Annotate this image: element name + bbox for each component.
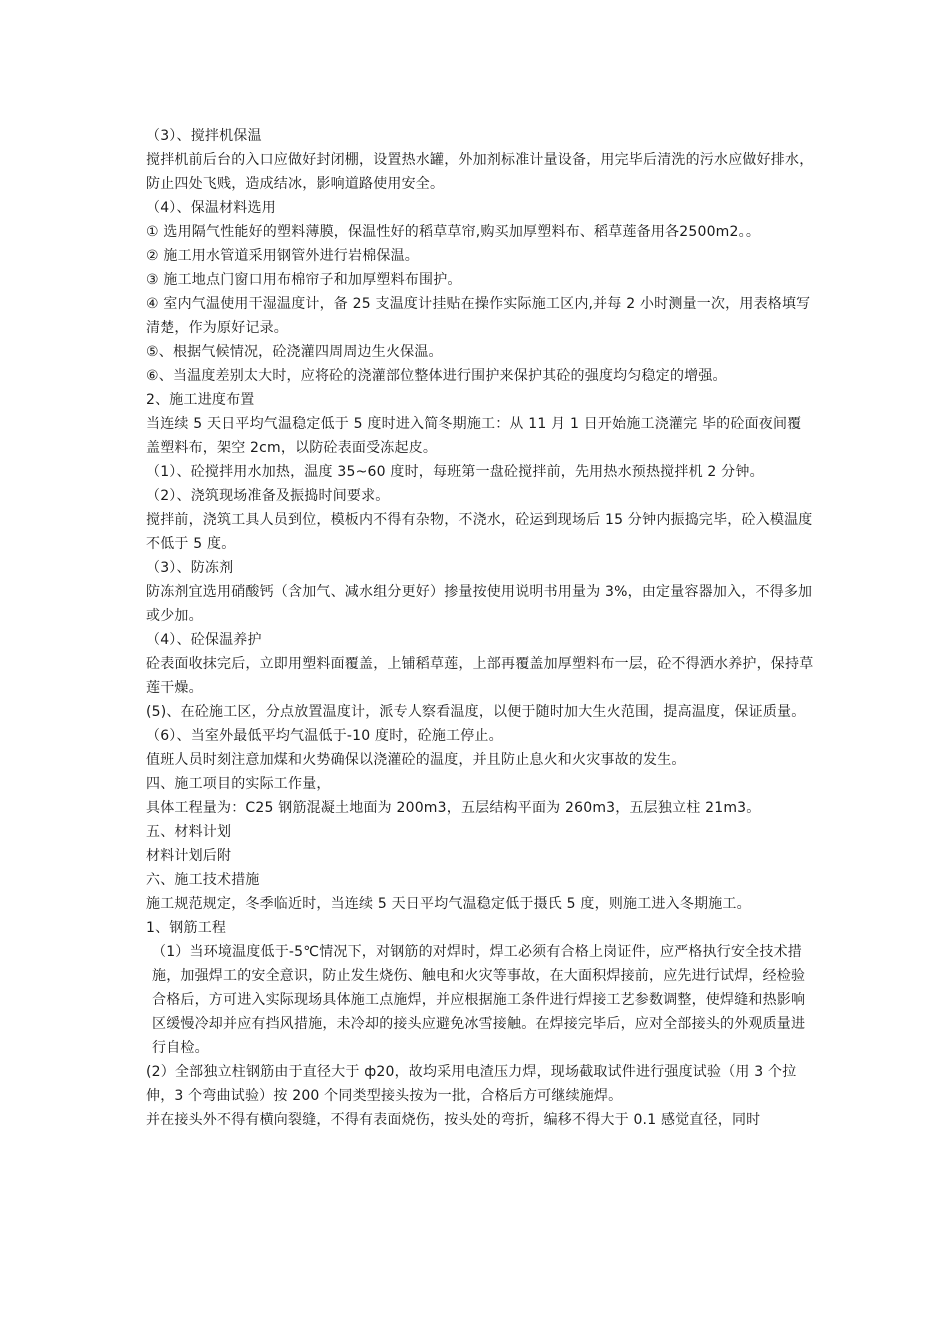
- paragraph-winter-start: 当连续 5 天日平均气温稳定低于 5 度时进入简冬期施工：从 11 月 1 日开始施工浇灌完 毕的砼面夜间覆盖塑料布，架空 2cm，以防砼表面受冻起皮。: [146, 416, 802, 456]
- document-body: [146, 124, 814, 1132]
- paragraph-stop-work: （6）、当室外最低平均气温低于-10 度时，砼施工停止。: [146, 728, 503, 744]
- heading-workload: 四、施工项目的实际工作量，: [146, 776, 331, 792]
- paragraph-thermometers: (5)、在砼施工区，分点放置温度计，派专人察看温度，以便于随时加大生火范围，提高温度，保证质量。: [146, 704, 806, 720]
- heading-insulation-materials: （4）、保温材料选用: [146, 200, 276, 216]
- list-item-1: ① 选用隔气性能好的塑料薄膜，保温性好的稻草草帘,购买加厚塑料布、稻草莲备用各2500m2。。: [146, 224, 761, 240]
- list-item-5: ⑤、根据气候情况，砼浇灌四周周边生火保温。: [146, 344, 443, 360]
- paragraph-duty-staff: 值班人员时刻注意加煤和火势确保以浇灌砼的温度，并且防止息火和火灾事故的发生。: [146, 752, 686, 768]
- paragraph-water-heating: （1）、砼搅拌用水加热，温度 35~60 度时，每班第一盘砼搅拌前，先用热水预热搅拌机 2 分钟。: [146, 464, 764, 480]
- paragraph-welding: （1）当环境温度低于-5℃情况下，对钢筋的对焊时，焊工必须有合格上岗证件，应严格执行安全技术措施，加强焊工的安全意识，防止发生烧伤、触电和火灾等事故，在大面积焊接前，应先进行试焊，经检验合格后，方可进入实际现场具体施工点施焊，并应根据施工条件进行焊接工艺参数调整，使焊缝和热影响区缓慢冷却并应有挡风措施，未冷却的接头应避免冰雪接触。在焊接完毕后，应对全部接头的外观质量进行自检。: [152, 944, 806, 1056]
- heading-rebar: 1、钢筋工程: [146, 920, 227, 936]
- list-item-4: ④ 室内气温使用干湿温度计，备 25 支温度计挂贴在操作实际施工区内,并每 2 小时测量一次，用表格填写清楚，作为原好记录。: [146, 296, 811, 336]
- paragraph-spec: 施工规范规定，冬季临近时，当连续 5 天日平均气温稳定低于摄氏 5 度，则施工进入冬期施工。: [146, 896, 751, 912]
- heading-schedule: 2、施工进度布置: [146, 392, 255, 408]
- list-item-6: ⑥、当温度差别太大时，应将砼的浇灌部位整体进行围护来保护其砼的强度均匀稳定的增强。: [146, 368, 727, 384]
- paragraph-mixer-shed: 搅拌机前后台的入口应做好封闭棚，设置热水罐，外加剂标准计量设备，用完毕后清洗的污水应做好排水，防止四处飞贱，造成结冰，影响道路使用安全。: [146, 152, 814, 192]
- heading-material-plan: 五、材料计划: [146, 824, 232, 840]
- paragraph-column-rebar: (2）全部独立柱钢筋由于直径大于 ф20，故均采用电渣压力焊，现场截取试件进行强度试验（用 3 个拉伸，3 个弯曲试验）按 200 个同类型接头按为一批，合格后方可继续施焊。: [146, 1064, 797, 1104]
- paragraph-workload: 具体工程量为：C25 钢筋混凝土地面为 200m3，五层结构平面为 260m3，五层独立柱 21m3。: [146, 800, 761, 816]
- paragraph-antifreeze: 防冻剂宜选用硝酸钙（含加气、减水组分更好）掺量按使用说明书用量为 3%，由定量容器加入，不得多加或少加。: [146, 584, 813, 624]
- heading-antifreeze: （3）、防冻剂: [146, 560, 234, 576]
- list-item-3: ③ 施工地点门窗口用布棉帘子和加厚塑料布围护。: [146, 272, 462, 288]
- list-item-2: ② 施工用水管道采用钢管外进行岩棉保温。: [146, 248, 419, 264]
- heading-site-prep: （2）、浇筑现场准备及振捣时间要求。: [146, 488, 390, 504]
- heading-curing: （4）、砼保温养护: [146, 632, 262, 648]
- paragraph-material-plan: 材料计划后附: [146, 848, 232, 864]
- paragraph-site-prep: 搅拌前，浇筑工具人员到位，模板内不得有杂物，不浇水，砼运到现场后 15 分钟内振捣完毕，砼入模温度不低于 5 度。: [146, 512, 813, 552]
- heading-technical-measures: 六、施工技术措施: [146, 872, 260, 888]
- paragraph-joint-quality: 并在接头外不得有横向裂缝，不得有表面烧伤，按头处的弯折，编移不得大于 0.1 感觉直径，同时: [146, 1112, 761, 1128]
- heading-mixer-insulation: （3）、搅拌机保温: [146, 128, 262, 144]
- paragraph-curing: 砼表面收抹完后，立即用塑料面覆盖，上铺稻草莲，上部再覆盖加厚塑料布一层，砼不得洒水养护，保持草莲干燥。: [146, 656, 814, 696]
